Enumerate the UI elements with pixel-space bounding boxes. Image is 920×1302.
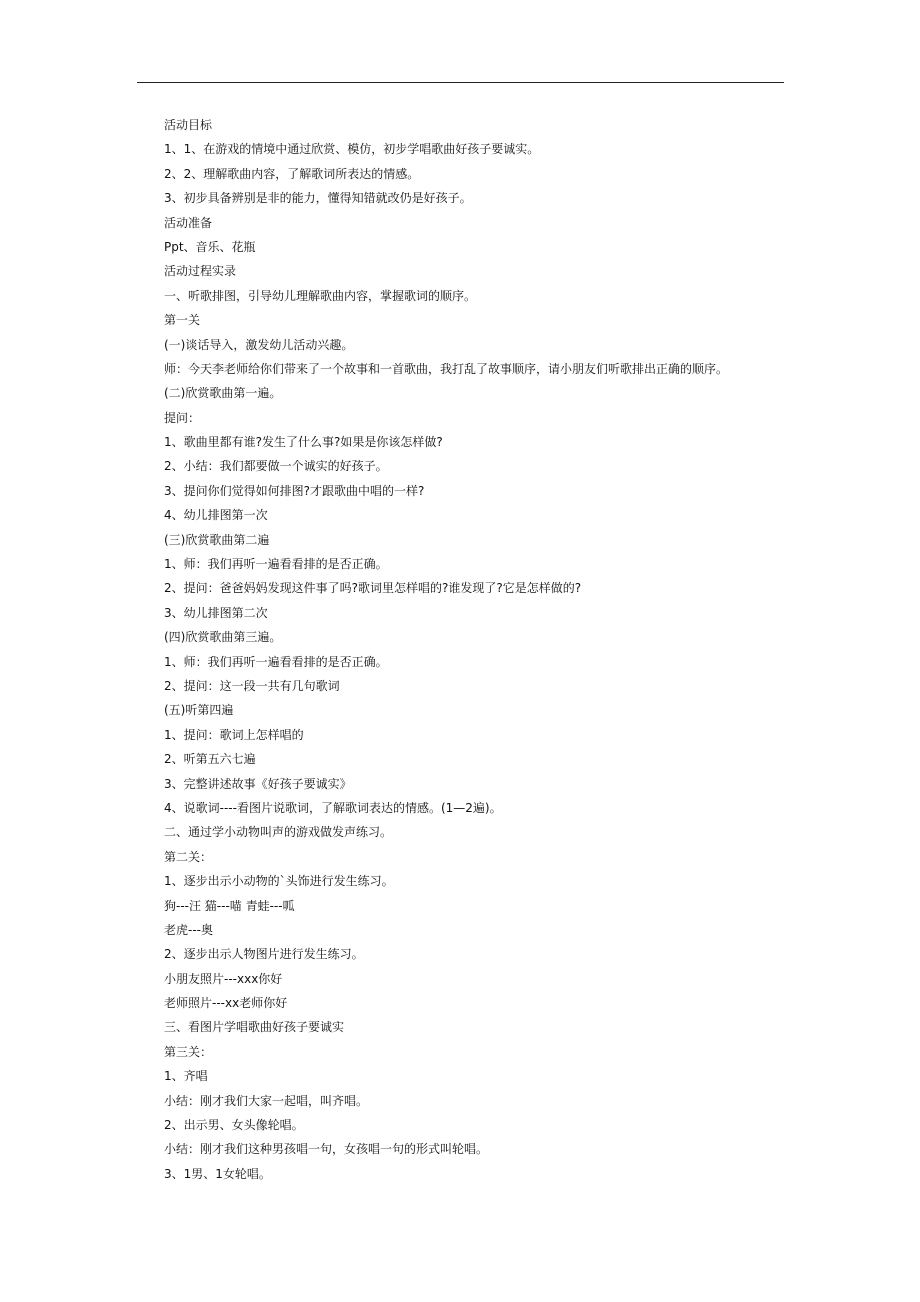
text-line: 3、提问你们觉得如何排图?才跟歌曲中唱的一样?	[164, 483, 425, 498]
text-line: 1、1、在游戏的情境中通过欣赏、模仿，初步学唱歌曲好孩子要诚实。	[164, 142, 540, 157]
text-line: 三、看图片学唱歌曲好孩子要诚实	[164, 1020, 345, 1035]
text-line: 4、幼儿排图第一次	[164, 508, 268, 523]
text-line: (四)欣赏歌曲第三遍。	[164, 630, 282, 645]
text-line: 小结：刚才我们大家一起唱，叫齐唱。	[164, 1093, 369, 1108]
text-line: (五)听第四遍	[164, 703, 234, 718]
text-line: Ppt、音乐、花瓶	[164, 239, 256, 254]
header-rule	[137, 82, 784, 83]
text-line: 老虎---奥	[164, 922, 213, 937]
text-line: 2、2、理解歌曲内容，了解歌词所表达的情感。	[164, 166, 420, 181]
text-line: (一)谈话导入，激发幼儿活动兴趣。	[164, 337, 354, 352]
text-line: 3、完整讲述故事《好孩子要诚实》	[164, 776, 352, 791]
text-line: 活动准备	[164, 215, 213, 230]
text-line: 活动目标	[164, 118, 213, 132]
text-line: 1、师：我们再听一遍看看排的是否正确。	[164, 654, 388, 669]
text-line: 第二关：	[164, 849, 213, 864]
text-line: 2、逐步出示人物图片进行发生练习。	[164, 947, 364, 962]
text-line: 师：今天李老师给你们带来了一个故事和一首歌曲，我打乱了故事顺序，请小朋友们听歌排出正确的顺序。	[164, 361, 729, 376]
text-line: 狗---汪 猫---喵 青蛙---呱	[164, 898, 295, 913]
text-line: 二、通过学小动物叫声的游戏做发声练习。	[164, 825, 393, 840]
document-body	[164, 113, 804, 1186]
text-line: 2、听第五六七遍	[164, 752, 256, 767]
text-line: 第一关	[164, 313, 201, 328]
text-line: 提问：	[164, 410, 201, 425]
text-line: 1、提问：歌词上怎样唱的	[164, 727, 304, 742]
text-line: 1、师：我们再听一遍看看排的是否正确。	[164, 557, 388, 572]
text-line: 4、说歌词----看图片说歌词，了解歌词表达的情感。(1—2遍)。	[164, 800, 502, 815]
text-line: 第三关：	[164, 1044, 213, 1059]
text-line: 2、小结：我们都要做一个诚实的好孩子。	[164, 459, 388, 474]
text-line: 小朋友照片---xxx你好	[164, 971, 283, 986]
text-line: 小结：刚才我们这种男孩唱一句，女孩唱一句的形式叫轮唱。	[164, 1142, 489, 1157]
text-line: 3、幼儿排图第二次	[164, 605, 268, 620]
text-line: 1、歌曲里都有谁?发生了什么事?如果是你该怎样做?	[164, 435, 443, 450]
text-line: 2、出示男、女头像轮唱。	[164, 1118, 304, 1133]
text-line: 2、提问：爸爸妈妈发现这件事了吗?歌词里怎样唱的?谁发现了?它是怎样做的?	[164, 581, 582, 596]
text-line: 老师照片---xx老师你好	[164, 996, 288, 1011]
text-line: (二)欣赏歌曲第一遍。	[164, 386, 282, 401]
text-line: (三)欣赏歌曲第二遍	[164, 532, 270, 547]
text-line: 1、逐步出示小动物的`头饰进行发生练习。	[164, 874, 394, 889]
text-line: 1、齐唱	[164, 1069, 208, 1084]
text-line: 活动过程实录	[164, 264, 237, 279]
text-line: 一、听歌排图，引导幼儿理解歌曲内容，掌握歌词的顺序。	[164, 288, 477, 303]
text-line: 3、初步具备辨别是非的能力，懂得知错就改仍是好孩子。	[164, 191, 472, 206]
text-line: 3、1男、1女轮唱。	[164, 1166, 271, 1181]
text-line: 2、提问：这一段一共有几句歌词	[164, 678, 340, 693]
